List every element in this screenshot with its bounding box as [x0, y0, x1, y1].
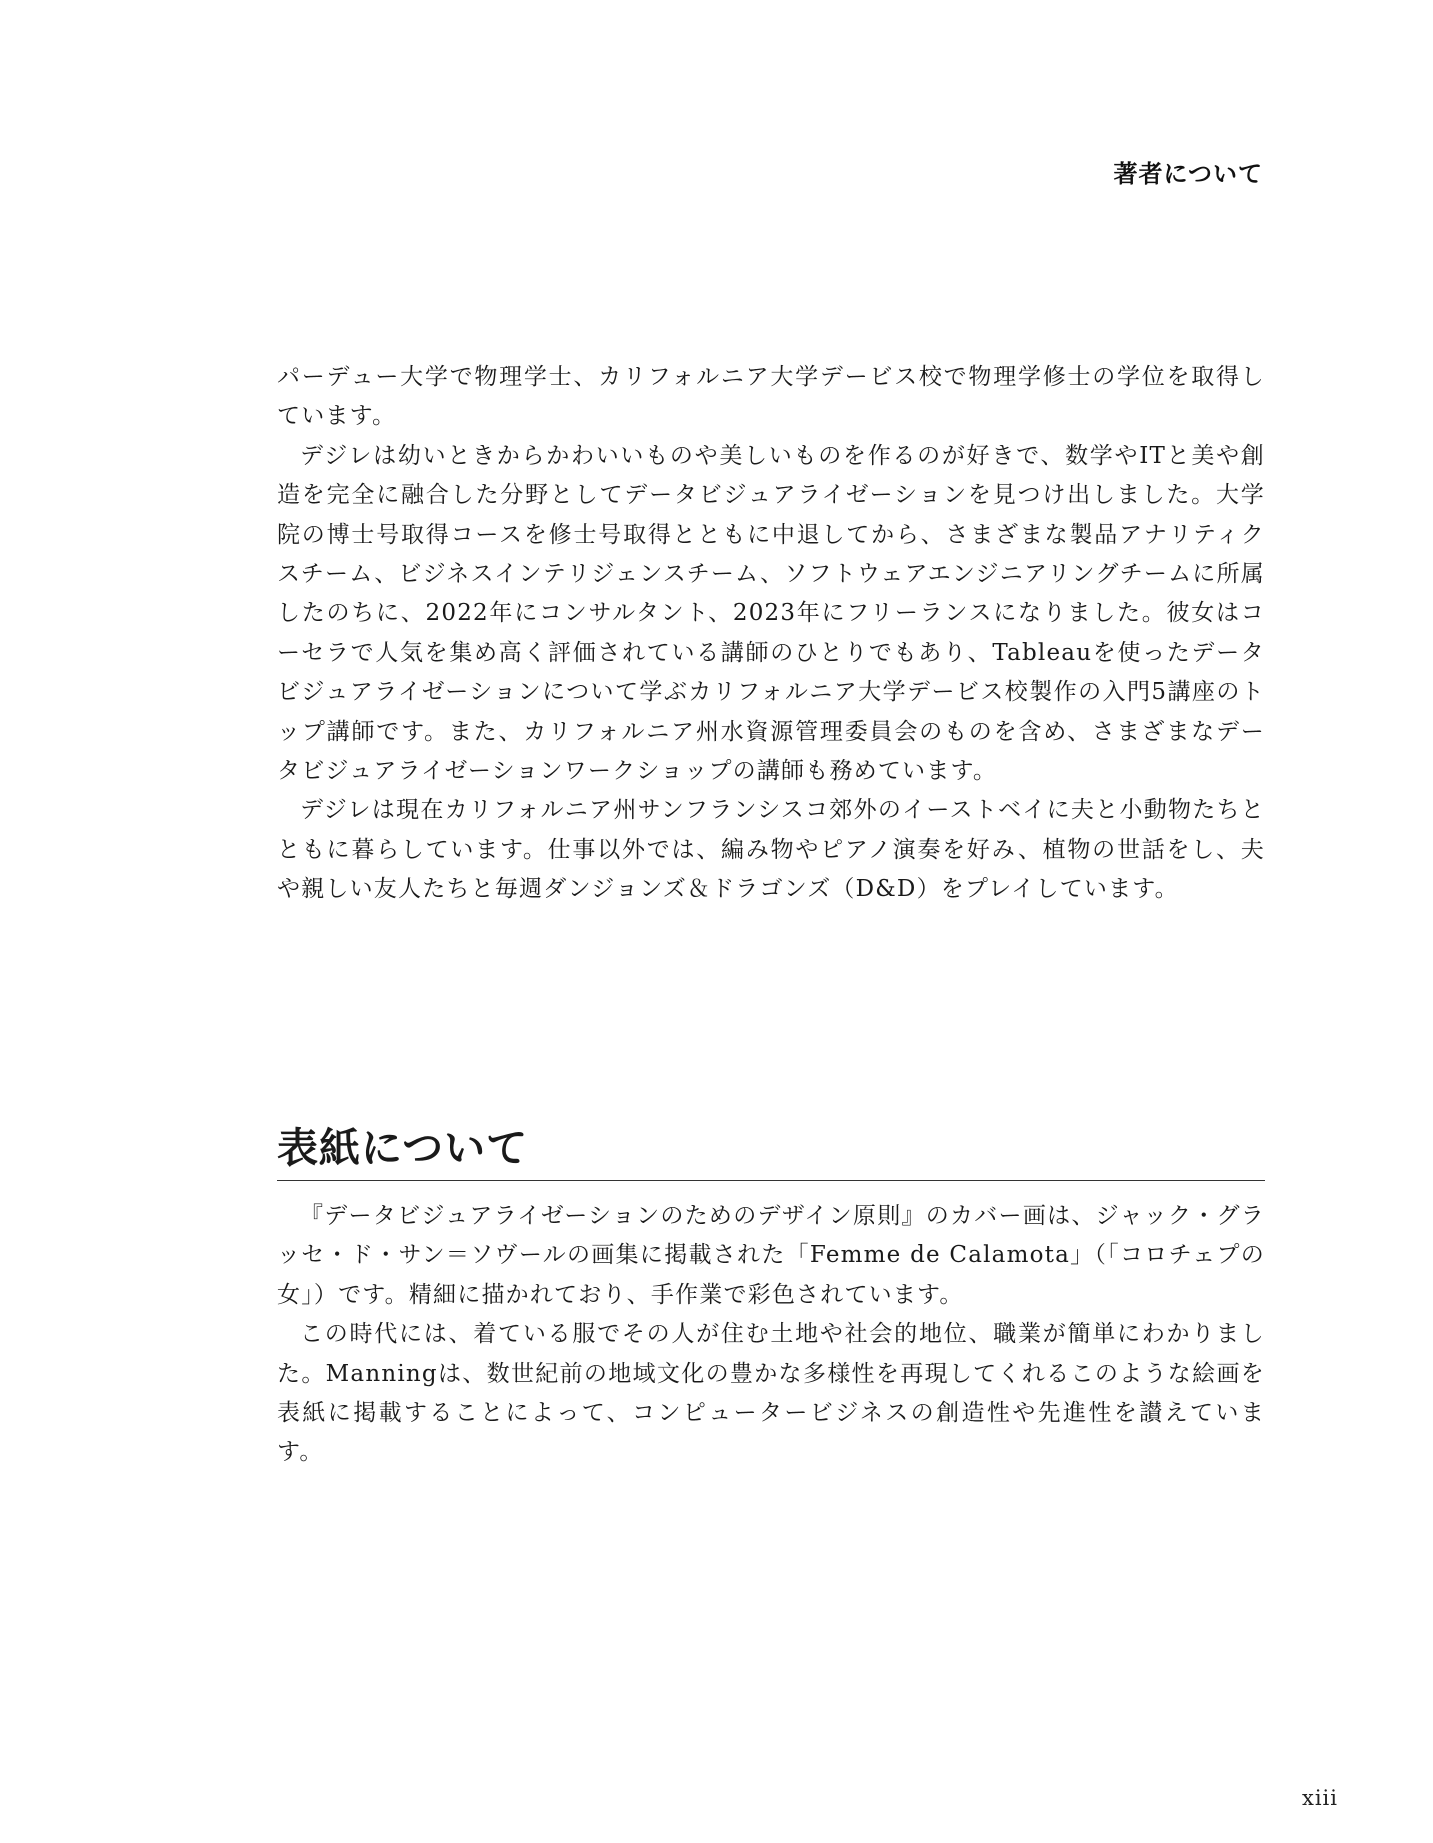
- section-title: 表紙について: [277, 1120, 1265, 1181]
- about-author-section: [277, 358, 1265, 910]
- running-head: 著者について: [1113, 160, 1263, 188]
- cover-paragraph: 『データビジュアライゼーションのためのデザイン原則』のカバー画は、ジャック・グラッセ・ド・サン＝ソヴールの画集に掲載された「Femme de Calamota」（「コロチェプの女」）です。精細に描かれており、手作業で彩色されています。: [277, 1203, 1265, 1308]
- cover-paragraph: この時代には、着ている服でその人が住む土地や社会的地位、職業が簡単にわかりました。Manningは、数世紀前の地域文化の豊かな多様性を再現してくれるこのような絵画を表紙に掲載することによって、コンピュータービジネスの創造性や先進性を讃えています。: [277, 1321, 1265, 1466]
- page-number: xiii: [1302, 1786, 1338, 1810]
- author-paragraph: デジレは幼いときからかわいいものや美しいものを作るのが好きで、数学やITと美や創造を完全に融合した分野としてデータビジュアライゼーションを見つけ出しました。大学院の博士号取得コースを修士号取得とともに中退してから、さまざまな製品アナリティクスチーム、ビジネスインテリジェンスチーム、ソフトウェアエンジニアリングチームに所属したのちに、2022年にコンサルタント、2023年にフリーランスになりました。彼女はコーセラで人気を集め高く評価されている講師のひとりでもあり、Tableauを使ったデータビジュアライゼーションについて学ぶカリフォルニア大学デービス校製作の入門5講座のトップ講師です。また、カリフォルニア州水資源管理委員会のものを含め、さまざまなデータビジュアライゼーションワークショップの講師も務めています。: [277, 442, 1265, 785]
- author-paragraph: デジレは現在カリフォルニア州サンフランシスコ郊外のイーストベイに夫と小動物たちとともに暮らしています。仕事以外では、編み物やピアノ演奏を好み、植物の世話をし、夫や親しい友人たちと毎週ダンジョンズ＆ドラゴンズ（D&D）をプレイしています。: [277, 797, 1265, 903]
- about-cover-section: [277, 1120, 1265, 1473]
- author-paragraph: パーデュー大学で物理学士、カリフォルニア大学デービス校で物理学修士の学位を取得しています。: [277, 364, 1265, 430]
